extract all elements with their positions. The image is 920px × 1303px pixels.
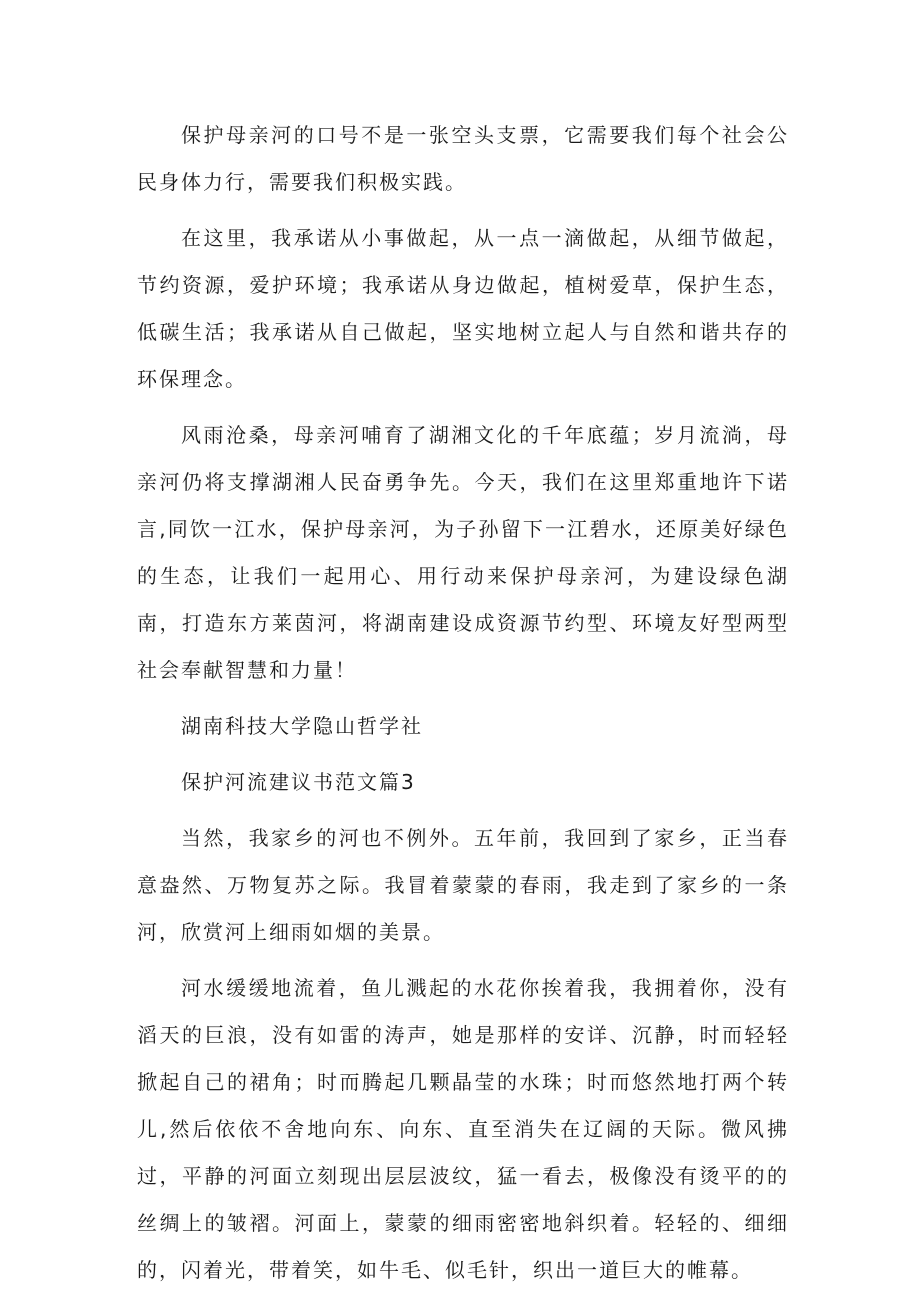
paragraph-river-description: 河水缓缓地流着，鱼儿溅起的水花你挨着我，我拥着你，没有滔天的巨浪，没有如雷的涛声，她是那样的安详、沉静，时而轻轻掀起自己的裙角；时而腾起几颗晶莹的水珠；时而悠然地打两个转儿,然后依依不舍地向东、向东、直至消失在辽阔的天际。微风拂过，平静的河面立刻现出层层波纹，猛一看去，极像没有烫平的的丝绸上的皱褶。河面上，蒙蒙的细雨密密地斜织着。轻轻的、细细的，闪着光，带着笑，如牛毛、似毛针，织出一道巨大的帷幕。 — [137, 976, 789, 1282]
section-heading: 保护河流建议书范文篇3 — [181, 770, 416, 794]
signature-line: 湖南科技大学隐山哲学社 — [181, 714, 423, 738]
paragraph-mother-river-slogan: 保护母亲河的口号不是一张空头支票，它需要我们每个社会公民身体力行，需要我们积极实践。 — [137, 123, 789, 194]
paragraph-commitment: 在这里，我承诺从小事做起，从一点一滴做起，从细节做起，节约资源，爱护环境；我承诺从身边做起，植树爱草，保护生态，低碳生活；我承诺从自己做起，坚实地树立起人与自然和谐共存的环保理念。 — [137, 226, 789, 391]
paragraph-hunan-culture: 风雨沧桑，母亲河哺育了湖湘文化的千年底蕴；岁月流淌，母亲河仍将支撑湖湘人民奋勇争先。今天，我们在这里郑重地许下诺言,同饮一江水，保护母亲河，为子孙留下一江碧水，还原美好绿色的生态，让我们一起用心、用行动来保护母亲河，为建设绿色湖南，打造东方莱茵河，将湖南建设成资源节约型、环境友好型两型社会奉献智慧和力量！ — [137, 423, 789, 682]
document-body — [137, 112, 789, 1303]
paragraph-hometown-river: 当然，我家乡的河也不例外。五年前，我回到了家乡，正当春意盎然、万物复苏之际。我冒着蒙蒙的春雨，我走到了家乡的一条河，欣赏河上细雨如烟的美景。 — [137, 826, 789, 944]
